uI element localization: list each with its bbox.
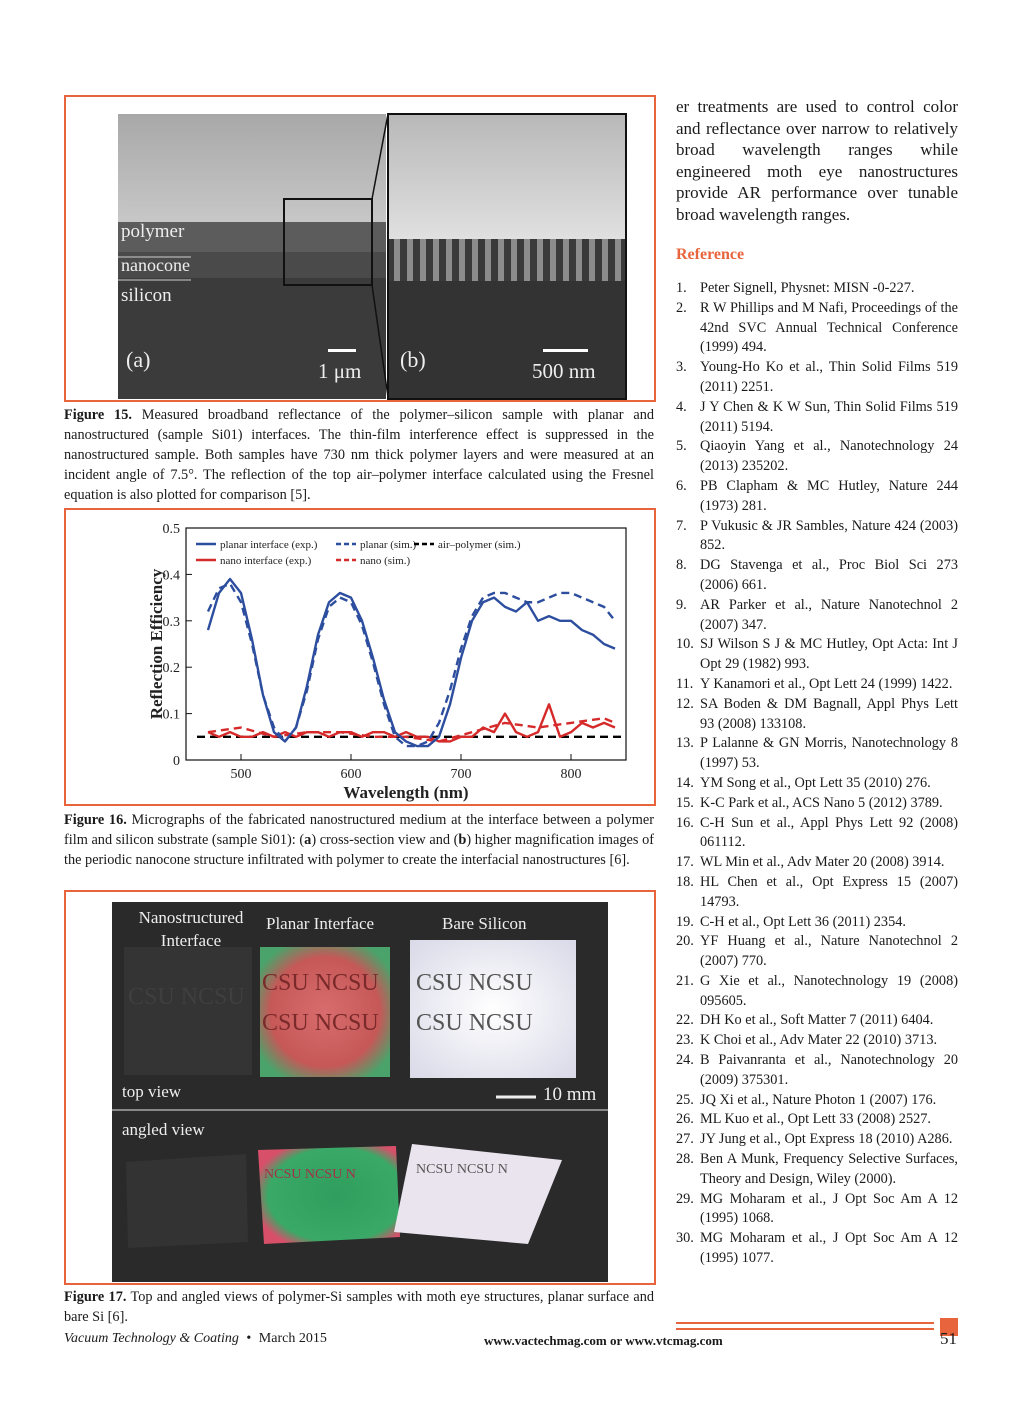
photo-col-nanostructured: Nanostructured Interface <box>138 908 244 950</box>
chart-ylabel: Reflection Efficiency <box>147 568 166 720</box>
reference-item <box>676 695 958 735</box>
figure-15-label: Figure 15. <box>64 407 132 423</box>
footer-journal-name: Vacuum Technology & Coating <box>64 1331 239 1346</box>
x-tick-label: 800 <box>560 767 582 782</box>
figure-15-caption <box>64 405 654 505</box>
reference-item <box>676 1130 958 1150</box>
reference-text: C-H Sun et al., Appl Phys Lett 92 (2008) 061112. <box>700 814 958 851</box>
photo-angled-view: angled view <box>122 1120 205 1139</box>
reference-item <box>676 1011 958 1031</box>
reference-number: 1. <box>676 280 687 296</box>
reference-number: 20. <box>676 933 694 950</box>
sem-label-silicon: silicon <box>121 285 172 306</box>
reference-item <box>676 358 958 398</box>
reference-text: SA Boden & DM Bagnall, Appl Phys Lett 93 (2008) 133108. <box>700 695 958 732</box>
sem-scale-b: 500 nm <box>532 359 596 383</box>
photo-sample-text-bare-2: CSU NCSU <box>416 1010 533 1036</box>
reference-text: C-H et al., Opt Lett 36 (2011) 2354. <box>700 913 906 930</box>
x-tick-label: 700 <box>450 767 472 782</box>
y-tick-label: 0.5 <box>162 522 180 537</box>
end-rule-top <box>676 1322 934 1324</box>
reference-number: 2. <box>676 299 687 316</box>
reference-number: 13. <box>676 735 694 752</box>
photo-top-view: top view <box>122 1082 182 1101</box>
reference-text: P Vukusic & JR Sambles, Nature 424 (2003) 852. <box>700 517 958 554</box>
x-tick-label: 600 <box>340 767 362 782</box>
end-rule-bottom <box>676 1328 934 1330</box>
reference-item <box>676 1190 958 1230</box>
reference-item <box>676 932 958 972</box>
reference-item <box>676 814 958 854</box>
sem-micrograph <box>66 97 654 400</box>
reference-number: 7. <box>676 517 687 534</box>
reference-text: PB Clapham & MC Hutley, Nature 244 (1973) 281. <box>700 477 958 514</box>
reference-number: 6. <box>676 477 687 494</box>
figure-17-caption <box>64 1287 654 1327</box>
footer-bullet: • <box>246 1331 252 1346</box>
reference-item <box>676 794 958 814</box>
sem-scale-a: 1 μm <box>318 359 362 383</box>
reference-heading: Reference <box>676 246 745 263</box>
reference-number: 18. <box>676 873 694 890</box>
reference-number: 24. <box>676 1052 694 1069</box>
x-tick-label: 500 <box>230 767 252 782</box>
figure-16-a: a <box>304 832 312 848</box>
figure-chart-frame <box>64 508 656 806</box>
reference-text: DG Stavenga et al., Proc Biol Sci 273 (2006) 661. <box>700 557 958 593</box>
reference-text: JQ Xi et al., Nature Photon 1 (2007) 176. <box>700 1091 937 1108</box>
reference-item <box>676 477 958 517</box>
sem-panel-a: (a) <box>126 347 151 372</box>
photo-sample-text-planar-2: CSU NCSU <box>262 1010 379 1036</box>
reference-text: G Xie et al., Nanotechnology 19 (2008) 095605. <box>700 972 958 1009</box>
reference-number: 30. <box>676 1230 694 1247</box>
reference-number: 17. <box>676 854 694 871</box>
reference-text: YF Huang et al., Nature Nanotechnol 2 (2007) 770. <box>700 933 958 970</box>
figure-17-text: Top and angled views of polymer-Si samples with moth eye structures, planar surface and bare Si [6]. <box>64 1289 654 1325</box>
photo-sample-text-nano: CSU NCSU <box>128 984 245 1010</box>
reference-item <box>676 1031 958 1051</box>
reference-item <box>676 734 958 774</box>
reference-text: JY Jung et al., Opt Express 18 (2010) A286. <box>700 1131 953 1148</box>
legend-label: planar (sim.) <box>360 539 417 551</box>
reference-number: 9. <box>676 596 687 613</box>
reference-list <box>676 279 958 1269</box>
reference-item <box>676 972 958 1012</box>
figure-16-text-3: ) higher magnification images of the periodic nanocone structure infiltrated with polymer to create the interfacial nanostructures [6]. <box>64 832 654 868</box>
reference-item <box>676 913 958 933</box>
reference-number: 27. <box>676 1131 694 1148</box>
reference-number: 21. <box>676 972 694 989</box>
sem-panel-b: (b) <box>400 347 426 372</box>
reference-number: 23. <box>676 1032 694 1049</box>
photo-col-bare: Bare Silicon <box>442 914 527 933</box>
figure-16-label: Figure 16. <box>64 812 127 828</box>
figure-16-b: b <box>458 832 467 848</box>
reference-number: 26. <box>676 1111 694 1128</box>
reference-text: J Y Chen & K W Sun, Thin Solid Films 519 (2011) 5194. <box>700 398 958 435</box>
reference-item <box>676 873 958 913</box>
photo-sample-text-bare: CSU NCSU <box>416 970 533 996</box>
reference-item <box>676 299 958 358</box>
footer-website: www.vactechmag.com or www.vtcmag.com <box>484 1333 723 1348</box>
reference-item <box>676 596 958 636</box>
figure-17-label: Figure 17. <box>64 1289 127 1305</box>
y-tick-label: 0.2 <box>162 661 180 677</box>
legend-label: air–polymer (sim.) <box>438 539 521 551</box>
reference-text: ML Kuo et al., Opt Lett 33 (2008) 2527. <box>700 1111 931 1128</box>
sem-label-polymer: polymer <box>121 221 185 242</box>
reference-number: 15. <box>676 794 694 811</box>
reference-number: 16. <box>676 814 694 831</box>
reference-number: 29. <box>676 1190 694 1207</box>
reference-text: HL Chen et al., Opt Express 15 (2007) 14793. <box>700 873 958 910</box>
reference-text: WL Min et al., Adv Mater 20 (2008) 3914. <box>700 854 945 871</box>
reference-number: 3. <box>676 359 687 376</box>
reference-text: YM Song et al., Opt Lett 35 (2010) 276. <box>700 774 931 791</box>
reference-number: 8. <box>676 557 687 574</box>
reference-number: 4. <box>676 398 687 415</box>
chart-xlabel: Wavelength (nm) <box>343 783 469 802</box>
reference-text: R W Phillips and M Nafi, Proceedings of the 42nd SVC Annual Technical Conference (1999) 494. <box>700 299 958 356</box>
reference-number: 12. <box>676 695 694 712</box>
reference-text: Peter Signell, Physnet: MISN -0-227. <box>700 280 915 296</box>
photo-scale: 10 mm <box>543 1084 597 1105</box>
reference-item <box>676 517 958 557</box>
reference-item <box>676 398 958 438</box>
reference-item <box>676 1051 958 1091</box>
photo-col-planar: Planar Interface <box>266 914 375 933</box>
y-tick-label: 0.4 <box>162 568 180 584</box>
reference-text: MG Moharam et al., J Opt Soc Am A 12 (1995) 1077. <box>700 1230 958 1267</box>
footer-journal <box>64 1331 327 1347</box>
reference-text: K Choi et al., Adv Mater 22 (2010) 3713. <box>700 1032 938 1049</box>
figure-16-text-2: ) cross-section view and ( <box>311 832 459 848</box>
y-tick-label: 0 <box>173 754 180 769</box>
reference-text: Y Kanamori et al., Opt Lett 24 (1999) 1422. <box>700 675 953 692</box>
reference-text: MG Moharam et al., J Opt Soc Am A 12 (1995) 1068. <box>700 1190 958 1227</box>
photo-sample-text-angled-bare: NCSU NCSU N <box>416 1162 508 1177</box>
reference-item <box>676 675 958 695</box>
y-tick-label: 0.3 <box>162 614 180 630</box>
reference-item <box>676 556 958 596</box>
sem-label-nanocone: nanocone <box>121 255 190 275</box>
legend-label: nano interface (exp.) <box>220 555 312 567</box>
footer-date: March 2015 <box>258 1331 327 1346</box>
reference-text: SJ Wilson S J & MC Hutley, Opt Acta: Int J Opt 29 (1982) 993. <box>700 636 958 673</box>
reference-item <box>676 1150 958 1190</box>
reference-number: 19. <box>676 913 694 930</box>
reference-text: AR Parker et al., Nature Nanotechnol 2 (2007) 347. <box>700 596 958 633</box>
reference-number: 11. <box>676 675 694 692</box>
reference-item <box>676 853 958 873</box>
reference-text: B Paivanranta et al., Nanotechnology 20 (2009) 375301. <box>700 1052 958 1088</box>
body-text: er treatments are used to control color and reflectance over narrow to relatively broad wavelength ranges while engineered moth eye nanostructures provide AR performance over tunable broad wavelength ranges. <box>676 97 958 224</box>
reference-number: 10. <box>676 636 694 653</box>
reflection-chart <box>66 510 654 804</box>
reference-number: 25. <box>676 1091 694 1108</box>
reference-text: Ben A Munk, Frequency Selective Surfaces, Theory and Design, Wiley (2000). <box>700 1151 958 1187</box>
reference-item <box>676 1110 958 1130</box>
reference-item <box>676 774 958 794</box>
figure-16-text-1: Micrographs of the fabricated nanostructured medium at the interface between a polymer film and silicon substrate (sample Si01): ( <box>64 812 654 848</box>
reference-number: 22. <box>676 1012 694 1029</box>
figure-photo-frame <box>64 890 656 1285</box>
reference-number: 14. <box>676 774 694 791</box>
figure-sem-frame <box>64 95 656 402</box>
reference-number: 28. <box>676 1151 694 1168</box>
y-tick-label: 0.1 <box>162 707 180 723</box>
photo-sample-text-angled-planar: NCSU NCSU N <box>264 1167 356 1182</box>
reference-item <box>676 437 958 477</box>
reference-text: K-C Park et al., ACS Nano 5 (2012) 3789. <box>700 794 943 811</box>
legend-label: planar interface (exp.) <box>220 539 318 551</box>
reference-number: 5. <box>676 438 687 455</box>
reference-text: Young-Ho Ko et al., Thin Solid Films 519 (2011) 2251. <box>700 359 958 395</box>
figure-15-text: Measured broadband reflectance of the polymer–silicon sample with planar and nanostructured (sample Si01) interfaces. The thin-film interference effect is suppressed in the nanostructured sample. Both samples have 730 nm thick polymer layers and were measured at an incident angle of 7.5°. The reflection of the top air–polymer interface calculated using the Fresnel equation is also plotted for comparison [5]. <box>64 407 654 503</box>
reference-text: DH Ko et al., Soft Matter 7 (2011) 6404. <box>700 1012 934 1029</box>
reference-item <box>676 1091 958 1111</box>
legend-label: nano (sim.) <box>360 555 411 567</box>
footer-page-number: 51 <box>940 1329 957 1348</box>
reference-item <box>676 635 958 675</box>
reference-text: Qiaoyin Yang et al., Nanotechnology 24 (2013) 235202. <box>700 438 958 475</box>
reference-text: P Lalanne & GN Morris, Nanotechnology 8 (1997) 53. <box>700 735 958 772</box>
reference-item <box>676 279 958 299</box>
figure-16-caption <box>64 810 654 870</box>
reference-item <box>676 1229 958 1269</box>
photo-sample-text-planar: CSU NCSU <box>262 970 379 996</box>
